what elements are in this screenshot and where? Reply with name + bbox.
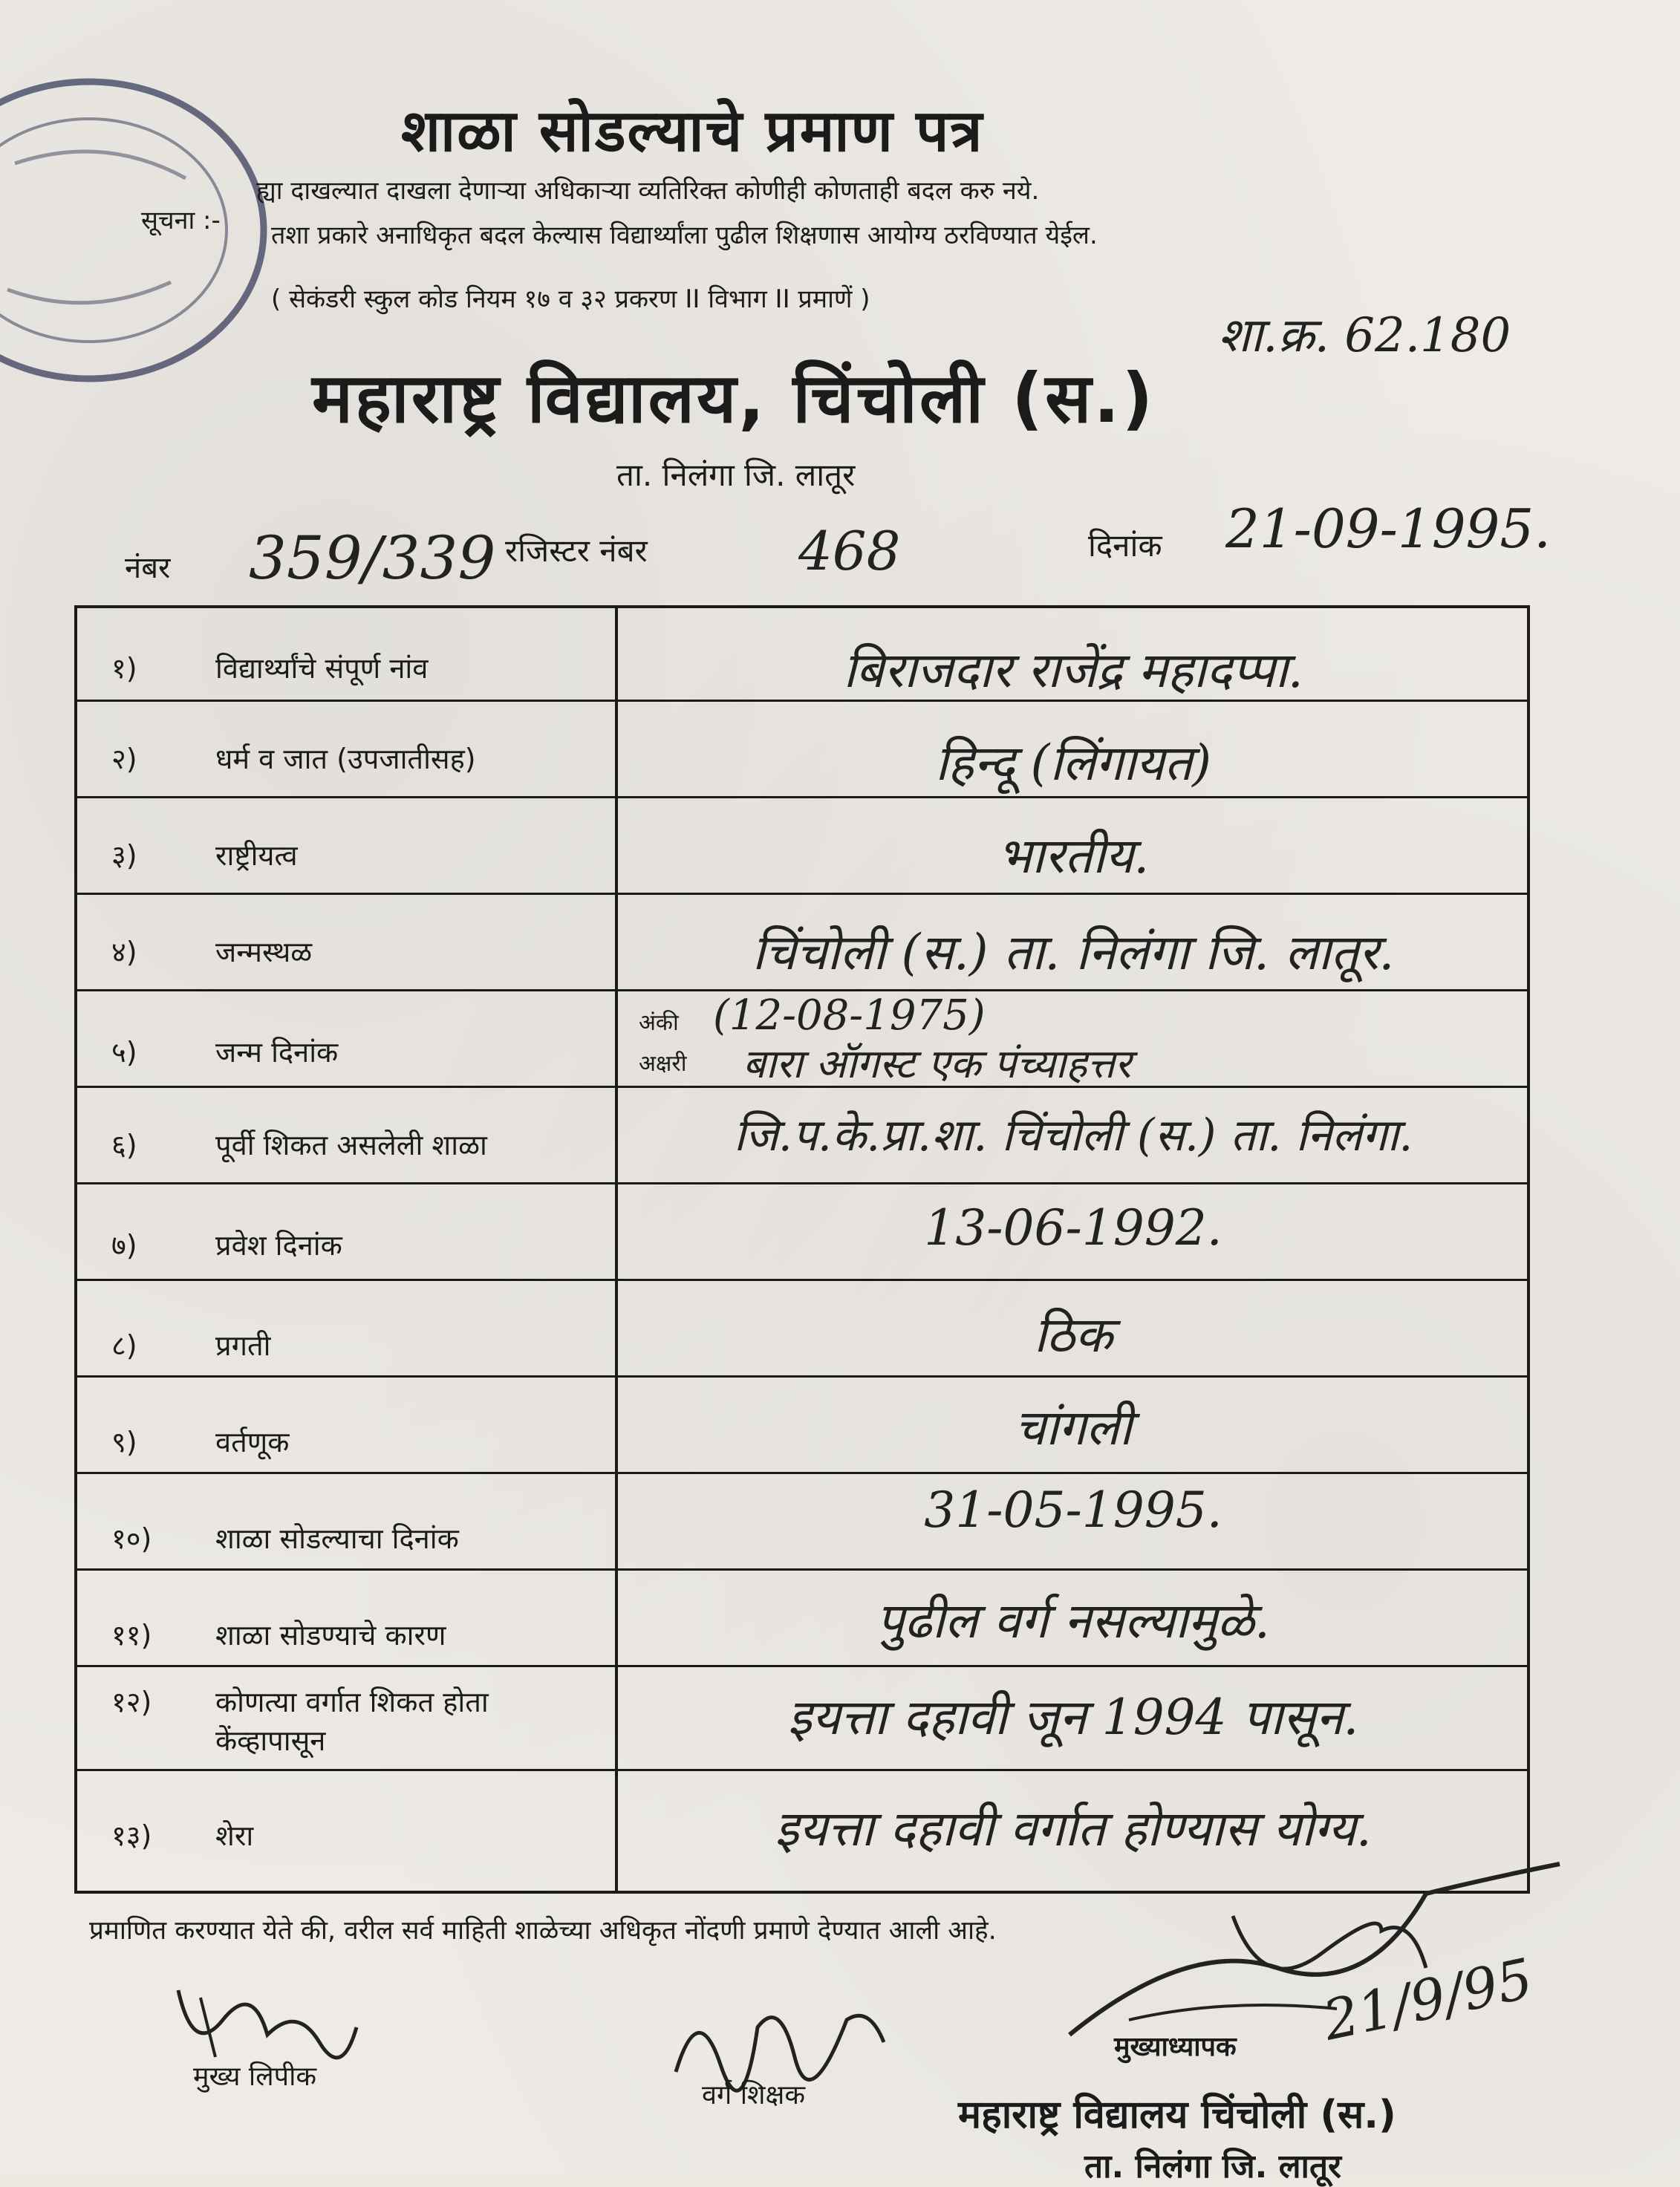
table-row-birth-date: [74, 991, 1530, 1088]
row-value: इयत्ता दहावी जून 1994 पासून.: [787, 1689, 1359, 1746]
birth-date-digits-label: अंकी: [639, 1010, 679, 1036]
register-number-value: 468: [798, 520, 901, 582]
table-row: [74, 1281, 1530, 1378]
row-label: ४) जन्मस्थळ: [111, 936, 313, 968]
row-value: जि.प.के.प्रा.शा. चिंचोली (स.) ता. निलंगा.: [733, 1109, 1413, 1161]
row-label: १०) शाळा सोडल्याचा दिनांक: [111, 1522, 459, 1555]
table-row: [74, 1088, 1530, 1184]
row-value: 31-05-1995.: [924, 1482, 1222, 1539]
class-teacher-signatory-label: वर्ग शिक्षक: [702, 2080, 805, 2111]
row-value: चिंचोली (स.) ता. निलंगा जि. लातूर.: [752, 924, 1395, 981]
row-value: पुढील वर्ग नसल्यामुळे.: [876, 1592, 1270, 1649]
row-label: ६) पूर्वी शिकत असलेली शाळा: [111, 1129, 487, 1161]
footer-school-address: ता. निलंगा जि. लातूर: [1084, 2148, 1342, 2186]
row-label: ७) प्रवेश दिनांक: [111, 1229, 342, 1262]
table-row: [74, 895, 1530, 991]
issue-date-label: दिनांक: [1088, 527, 1162, 564]
birth-date-words-label: अक्षरी: [639, 1051, 687, 1077]
school-name: महाराष्ट्र विद्यालय, चिंचोली (स.): [312, 359, 1156, 438]
row-value: बिराजदार राजेंद्र महादप्पा.: [843, 642, 1303, 699]
notice-line-2: तशा प्रकारे अनाधिकृत बदल केल्यास विद्यार्थ्यांला पुढील शिक्षणास आयोग्य ठरविण्यात येईल.: [271, 221, 1098, 250]
row-value: 13-06-1992.: [924, 1199, 1222, 1257]
row-label: १३) शेरा: [111, 1819, 254, 1852]
issue-date-value: 21-09-1995.: [1225, 498, 1552, 560]
row-value: भारतीय.: [997, 827, 1150, 884]
details-table: [74, 605, 1530, 1894]
row-label: ३) राष्ट्रीयत्व: [111, 839, 298, 872]
table-row: [74, 1184, 1530, 1281]
row-label: ११) शाळा सोडण्याचे कारण: [111, 1619, 446, 1652]
table-row: [74, 798, 1530, 895]
document-title: शाळा सोडल्याचे प्रमाण पत्र: [401, 98, 984, 165]
birth-date-digits: (12-08-1975): [713, 991, 986, 1040]
notice-line-1: ह्या दाखल्यात दाखला देणाऱ्या अधिकाऱ्या व्यतिरिक्त कोणीही कोणताही बदल करु नये.: [256, 176, 1040, 206]
table-row: [74, 1667, 1530, 1771]
table-row: [74, 1378, 1530, 1474]
row-value: चांगली: [1014, 1399, 1132, 1456]
table-row: [74, 1474, 1530, 1571]
footer-school-name: महाराष्ट्र विद्यालय चिंचोली (स.): [958, 2093, 1396, 2137]
headmaster-signatory-label: मुख्याध्यापक: [1114, 2032, 1237, 2062]
clerk-signatory-label: मुख्य लिपीक: [193, 2061, 317, 2092]
school-address: ता. निलंगा जि. लातूर: [616, 457, 856, 493]
row-value: इयत्ता दहावी वर्गात होण्यास योग्य.: [775, 1800, 1372, 1857]
table-row: [74, 1571, 1530, 1667]
table-row: [74, 702, 1530, 798]
number-label: नंबर: [125, 551, 171, 585]
row-label: १२) कोणत्या वर्गात शिकत होता: [111, 1686, 489, 1718]
row-value: ठिक: [1033, 1306, 1113, 1363]
certification-statement: प्रमाणित करण्यात येते की, वरील सर्व माहिती शाळेच्या अधिकृत नोंदणी प्रमाणे देण्यात आली आहे.: [89, 1916, 997, 1946]
row-label-continued: केंव्हापासून: [215, 1724, 326, 1757]
notice-line-3: ( सेकंडरी स्कुल कोड नियम १७ व ३२ प्रकरण II विभाग II प्रमाणें ): [271, 284, 870, 314]
row-label: ८) प्रगती: [111, 1329, 271, 1362]
notice-label: सूचना :-: [141, 206, 221, 235]
birth-date-words: बारा ऑगस्ट एक पंच्याहत्तर: [743, 1040, 1132, 1087]
row-label: १) विद्यार्थ्यांचे संपूर्ण नांव: [111, 652, 429, 685]
number-value: 359/339: [249, 524, 496, 593]
register-number-label: रजिस्टर नंबर: [505, 532, 648, 569]
registration-code: शा.क्र. 62.180: [1218, 308, 1511, 363]
signature-date: 21/9/95: [1318, 1946, 1539, 2053]
row-label: २) धर्म व जात (उपजातीसह): [111, 743, 476, 775]
row-value: हिन्दू (लिंगायत): [934, 734, 1212, 792]
table-row: [74, 605, 1530, 702]
row-label: ५) जन्म दिनांक: [111, 1036, 339, 1069]
row-label: ९) वर्तणूक: [111, 1426, 290, 1458]
